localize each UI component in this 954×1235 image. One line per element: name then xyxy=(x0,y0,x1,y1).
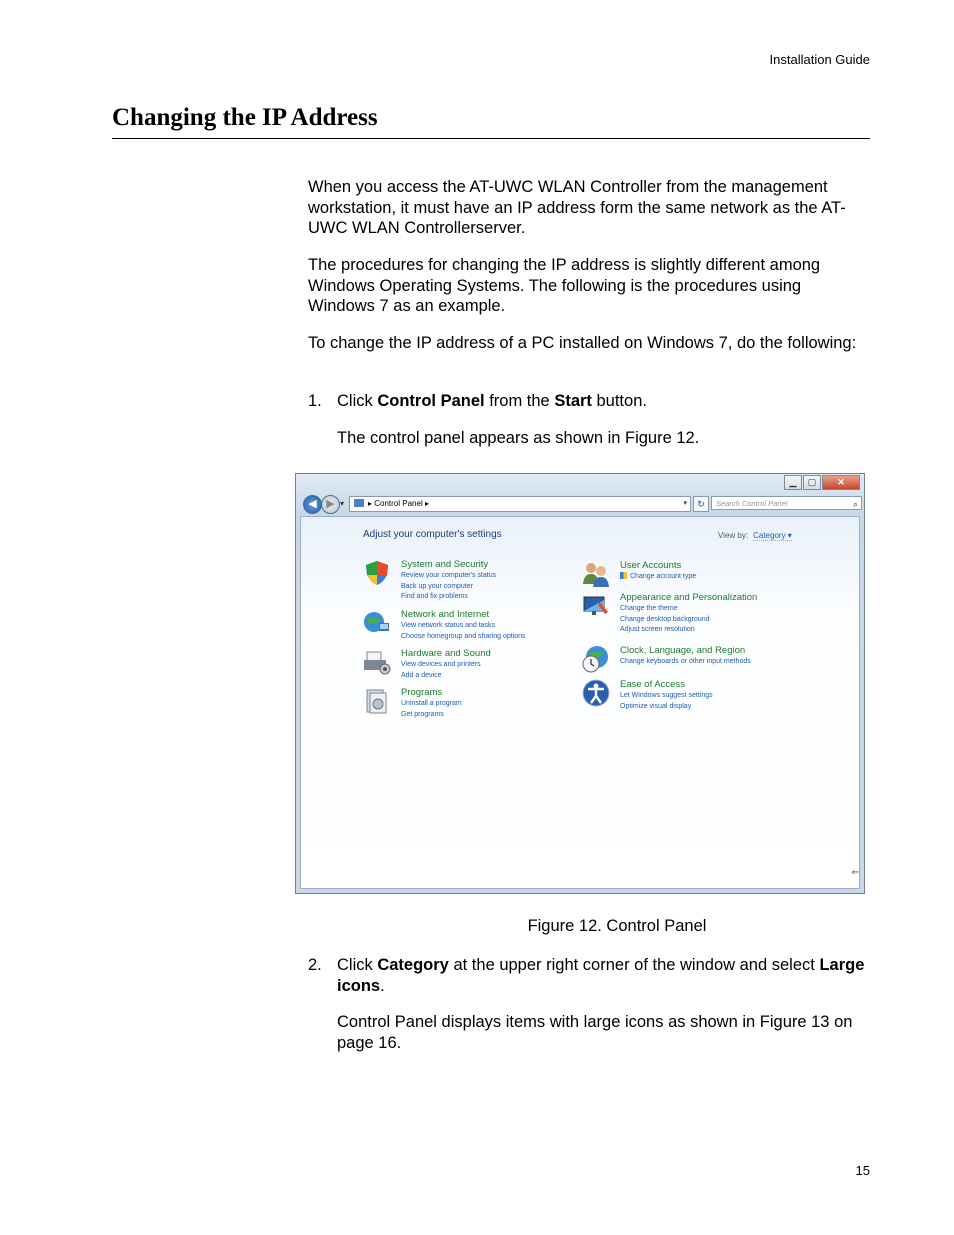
task-link[interactable]: Change desktop background xyxy=(620,615,710,623)
task-link[interactable]: Add a device xyxy=(401,671,442,679)
window-caption-buttons xyxy=(783,475,860,490)
category-title[interactable]: Hardware and Sound xyxy=(401,648,491,659)
minimize-button[interactable]: ▁ xyxy=(784,475,802,490)
folder-icon xyxy=(354,499,364,507)
task-link[interactable]: Uninstall a program xyxy=(401,700,462,707)
view-by: View by: Category ▾ xyxy=(718,531,792,540)
category-title[interactable]: Ease of Access xyxy=(620,679,685,690)
task-link[interactable]: Change the theme xyxy=(620,605,678,612)
step-number: 2. xyxy=(308,956,322,974)
programs-icon xyxy=(363,687,391,715)
recent-pages-dropdown[interactable]: ▾ xyxy=(340,499,345,508)
ease-of-access-icon xyxy=(582,679,610,707)
task-link[interactable]: Adjust screen resolution xyxy=(620,626,695,633)
resize-grip-icon[interactable]: ⇐ xyxy=(851,867,859,877)
view-by-dropdown[interactable]: Category ▾ xyxy=(753,531,792,540)
task-link[interactable]: Let Windows suggest settings xyxy=(620,692,713,699)
figure-caption: Figure 12. Control Panel xyxy=(527,917,707,935)
appearance-icon xyxy=(582,592,610,620)
content-heading: Adjust your computer's settings xyxy=(363,529,502,540)
running-header: Installation Guide xyxy=(769,52,870,67)
control-panel-window xyxy=(295,473,865,894)
page-number: 15 xyxy=(855,1163,870,1178)
task-link[interactable]: Back up your computer xyxy=(401,582,473,590)
forward-button[interactable]: ▶ xyxy=(321,495,340,514)
shield-icon xyxy=(363,559,391,587)
network-globe-icon xyxy=(363,609,391,637)
task-link[interactable]: Find and fix problems xyxy=(401,593,468,600)
search-icon[interactable]: ⌕ xyxy=(852,499,858,509)
step-1-note: The control panel appears as shown in Figure 12. xyxy=(337,429,700,447)
paragraph-2: The procedures for changing the IP address is slightly different among Windows Operating Systems. The following is the procedures using Windows 7 as an example. xyxy=(308,256,821,315)
breadcrumb-control-panel[interactable]: Control Panel xyxy=(374,499,423,508)
control-panel-content xyxy=(300,516,860,889)
navigation-bar xyxy=(299,495,861,513)
uac-shield-icon xyxy=(620,572,627,579)
category-title[interactable]: System and Security xyxy=(401,559,489,570)
address-bar[interactable] xyxy=(349,496,691,512)
step-number: 1. xyxy=(308,392,322,410)
task-link[interactable]: Get programs xyxy=(401,710,444,718)
task-link[interactable]: Choose homegroup and sharing options xyxy=(401,632,526,640)
address-dropdown-icon[interactable]: ▾ xyxy=(683,500,687,507)
users-icon xyxy=(582,560,610,588)
step-text: Click Category at the upper right corner of the window and select Large icons. xyxy=(337,956,865,995)
task-link[interactable]: Change keyboards or other input methods xyxy=(620,658,751,665)
printer-icon xyxy=(363,648,391,676)
close-button[interactable]: ✕ xyxy=(822,475,860,490)
title-rule xyxy=(112,138,870,139)
task-link[interactable]: View network status and tasks xyxy=(401,622,496,629)
category-title[interactable]: User Accounts xyxy=(620,560,682,571)
paragraph-3: To change the IP address of a PC installed on Windows 7, do the following: xyxy=(308,334,857,352)
task-link[interactable]: View devices and printers xyxy=(401,661,481,668)
clock-globe-icon xyxy=(582,645,610,673)
category-title[interactable]: Network and Internet xyxy=(401,609,490,620)
breadcrumb-arrow: ▸ xyxy=(424,499,429,508)
step-text: Click Control Panel from the Start button. xyxy=(337,392,647,410)
task-link[interactable]: Review your computer's status xyxy=(401,572,497,579)
search-input[interactable]: Search Control Panel ⌕ xyxy=(711,496,862,510)
task-link[interactable]: Change account type xyxy=(620,572,696,583)
back-button[interactable]: ◀ xyxy=(303,495,322,514)
step-2-note: Control Panel displays items with large icons as shown in Figure 13 on page 16. xyxy=(337,1013,853,1052)
section-title: Changing the IP Address xyxy=(112,104,378,131)
category-title[interactable]: Appearance and Personalization xyxy=(620,592,758,603)
refresh-button[interactable]: ↻ xyxy=(693,496,709,512)
breadcrumb-arrow: ▸ xyxy=(368,499,373,508)
category-title[interactable]: Programs xyxy=(401,687,443,698)
paragraph-1: When you access the AT-UWC WLAN Controller from the management workstation, it must have an IP address form the same network as the AT-UWC WLAN Controllerserver. xyxy=(308,178,846,237)
task-link[interactable]: Optimize visual display xyxy=(620,702,692,710)
maximize-button[interactable]: ▢ xyxy=(803,475,821,490)
category-title[interactable]: Clock, Language, and Region xyxy=(620,645,746,656)
